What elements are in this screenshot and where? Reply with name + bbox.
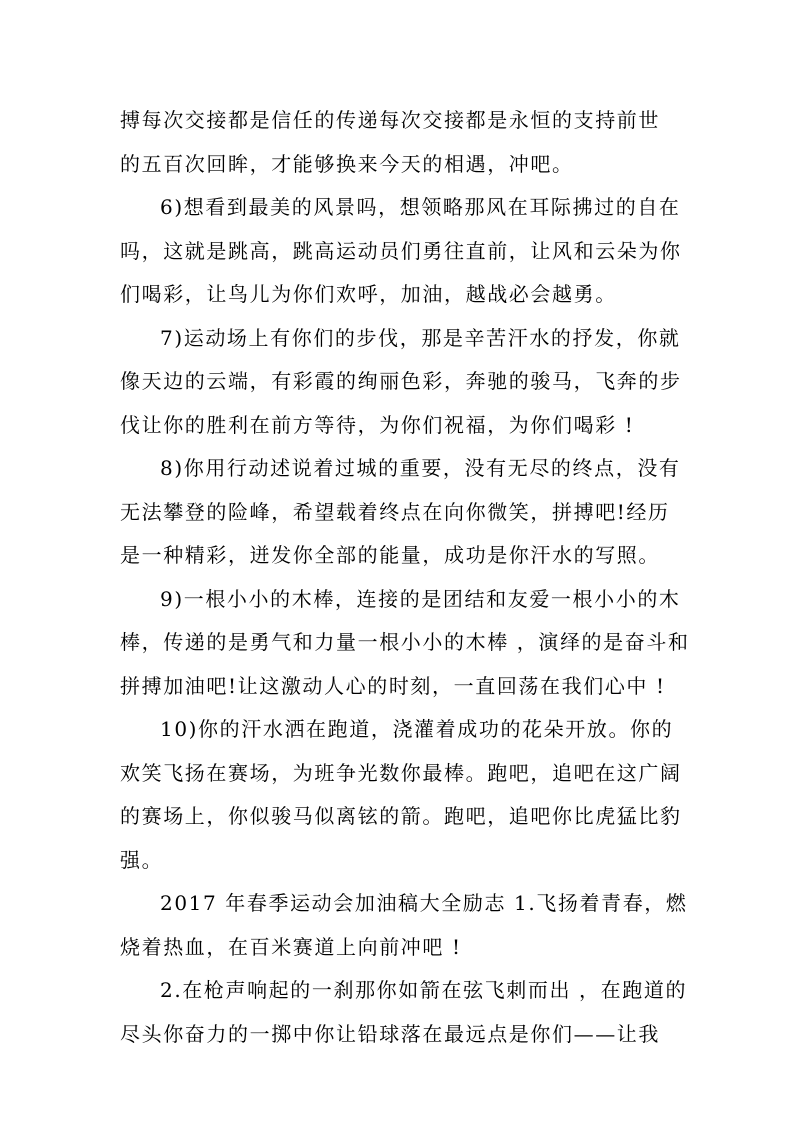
text-line: 尽头你奋力的一掷中你让铅球落在最远点是你们——让我 — [120, 1022, 660, 1046]
text-line: 9)一根小小的木棒，连接的是团结和友爱一根小小的木 — [160, 587, 681, 611]
text-line: 10)你的汗水洒在跑道，浇灌着成功的花朵开放。你的 — [160, 717, 674, 741]
text-line: 拼搏加油吧!让这激动人心的时刻，一直回荡在我们心中 ! — [120, 674, 666, 698]
text-line: 吗，这就是跳高，跳高运动员们勇往直前，让风和云朵为你 — [120, 239, 682, 263]
text-line: 的五百次回眸，才能够换来今天的相遇，冲吧。 — [120, 152, 574, 176]
text-line: 们喝彩，让鸟儿为你们欢呼，加油，越战必会越勇。 — [120, 282, 617, 306]
text-line: 是一种精彩，迸发你全部的能量，成功是你汗水的写照。 — [120, 543, 660, 567]
text-line: 7)运动场上有你们的步伐，那是辛苦汗水的抒发，你就 — [160, 326, 681, 350]
text-line: 强。 — [120, 848, 164, 872]
text-line: 像天边的云端，有彩霞的绚丽色彩，奔驰的骏马，飞奔的步 — [120, 369, 682, 393]
text-line: 2017 年春季运动会加油稿大全励志 1.飞扬着青春，燃 — [160, 891, 688, 915]
text-line: 无法攀登的险峰，希望载着终点在向你微笑，拼搏吧!经历 — [120, 500, 670, 524]
text-line: 伐让你的胜利在前方等待，为你们祝福，为你们喝彩 ! — [120, 413, 635, 437]
text-line: 搏每次交接都是信任的传递每次交接都是永恒的支持前世 — [120, 108, 660, 132]
text-line: 烧着热血，在百米赛道上向前冲吧 ! — [120, 935, 462, 959]
text-line: 的赛场上，你似骏马似离铉的箭。跑吧，追吧你比虎猛比豹 — [120, 804, 682, 828]
text-line: 8)你用行动述说着过城的重要，没有无尽的终点，没有 — [160, 456, 681, 480]
text-line: 6)想看到最美的风景吗，想领略那风在耳际拂过的自在 — [160, 195, 681, 219]
text-line: 欢笑飞扬在赛场，为班争光数你最棒。跑吧，追吧在这广阔 — [120, 761, 682, 785]
text-line: 2.在枪声响起的一刹那你如箭在弦飞刺而出 ，在跑道的 — [160, 978, 688, 1002]
text-line: 棒，传递的是勇气和力量一根小小的木棒 ，演绎的是奋斗和 — [120, 630, 690, 654]
